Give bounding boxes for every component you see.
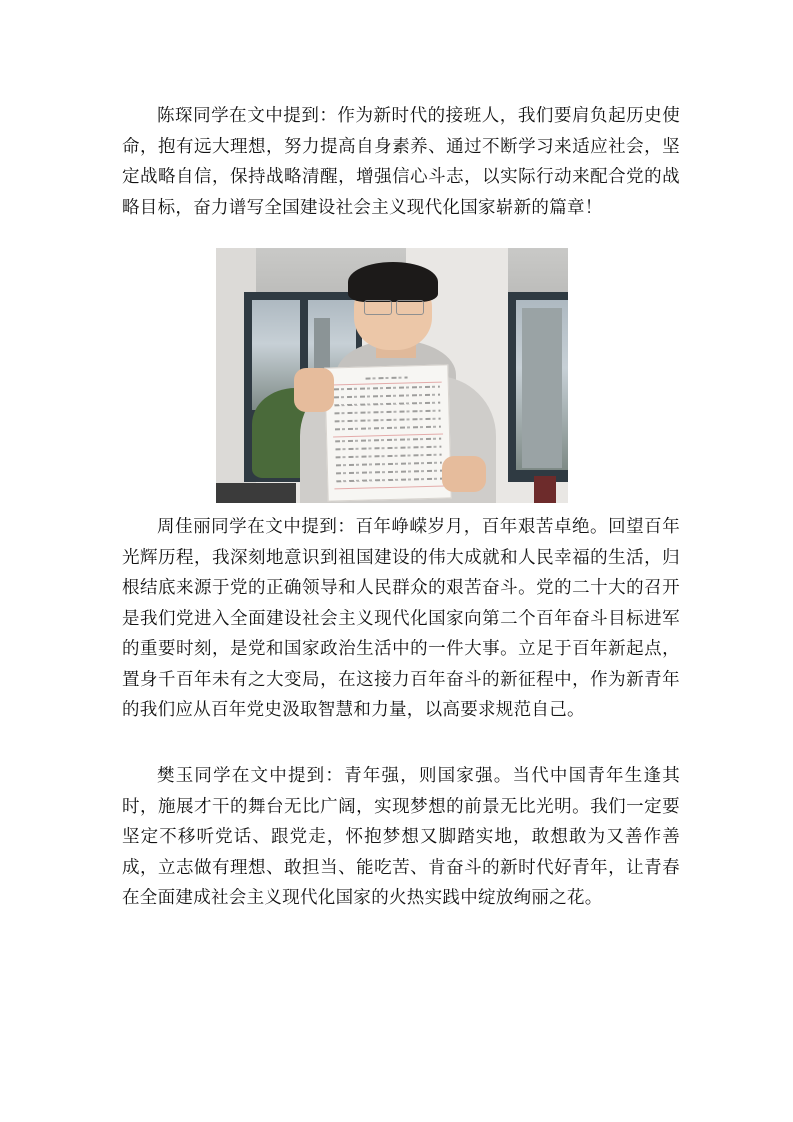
paragraph-chen-chen: 陈琛同学在文中提到：作为新时代的接班人，我们要肩负起历史使命，抱有远大理想，努力提高自身素养、通过不断学习来适应社会，坚定战略自信，保持战略清醒，增强信心斗志，以实际行动来配合党的战略目标，奋力谱写全国建设社会主义现代化国家崭新的篇章！ — [122, 106, 680, 218]
paragraph-fan-yu: 樊玉同学在文中提到：青年强，则国家强。当代中国青年生逢其时，施展才干的舞台无比广阔，实现梦想的前景无比光明。我们一定要坚定不移听党话、跟党走，怀抱梦想又脚踏实地，敢想敢为又善作善成，立志做有理想、敢担当、能吃苦、肯奋斗的新时代好青年，让青春在全面建成社会主义现代化国家的火热实践中绽放绚丽之花。 — [122, 766, 680, 908]
student-holding-essay-photo — [216, 248, 568, 503]
paragraph-zhou-jiali: 周佳丽同学在文中提到：百年峥嵘岁月，百年艰苦卓绝。回望百年光辉历程，我深刻地意识到祖国建设的伟大成就和人民幸福的生活，归根结底来源于党的正确领导和人民群众的艰苦奋斗。党的二十大的召开是我们党进入全面建设社会主义现代化国家向第二个百年奋斗目标进军的重要时刻，是党和国家政治生活中的一件大事。立足于百年新起点，置身千百年未有之大变局，在这接力百年奋斗的新征程中，作为新青年的我们应从百年党史汲取智慧和力量，以高要求规范自己。 — [122, 517, 680, 720]
handwritten-essay-sheet — [324, 364, 451, 501]
